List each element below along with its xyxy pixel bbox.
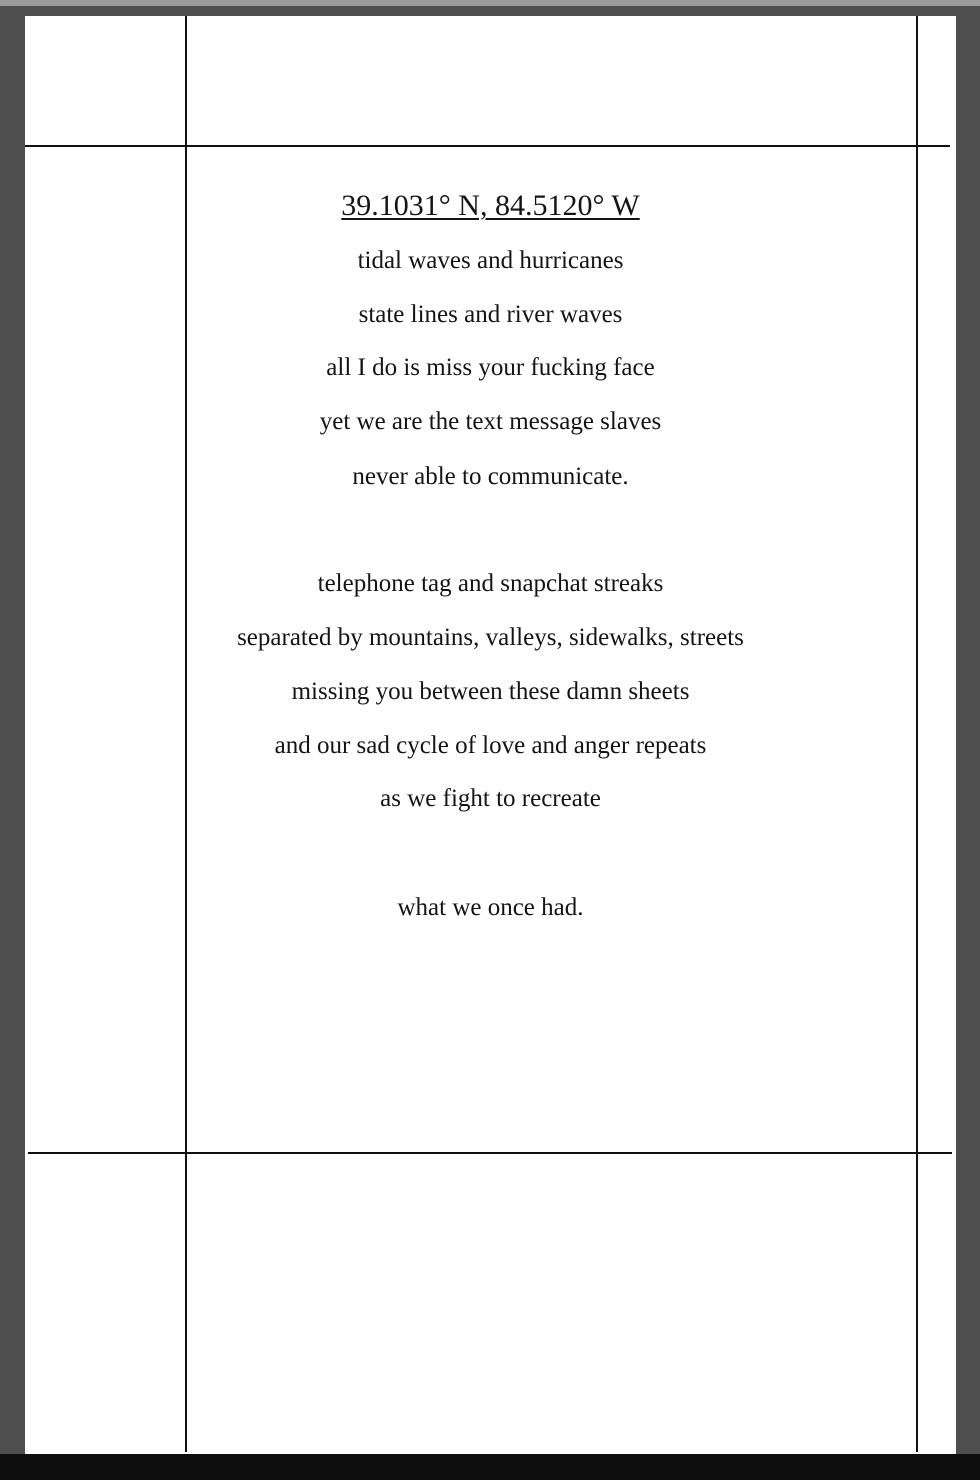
stanza-1-line-3: all I do is miss your fucking face [326, 354, 655, 381]
stanza-1-line-4: yet we are the text message slaves [319, 408, 662, 435]
viewer-top-edge [0, 0, 980, 6]
closing-line: what we once had. [397, 894, 584, 921]
stanza-1-line-5: never able to communicate. [352, 463, 629, 490]
stanza-2-line-1: telephone tag and snapchat streaks [317, 570, 664, 597]
document-page [25, 16, 956, 1454]
bottom-margin-line [28, 1152, 952, 1154]
poem-title: 39.1031° N, 84.5120° W [341, 189, 640, 222]
stanza-1-line-1: tidal waves and hurricanes [357, 247, 624, 274]
stanza-2-line-2: separated by mountains, valleys, sidewalks, streets [237, 624, 744, 651]
top-margin-line [25, 145, 950, 147]
stanza-2-line-3: missing you between these damn sheets [291, 678, 690, 705]
stanza-1-line-2: state lines and river waves [358, 301, 623, 328]
stanza-2-line-4: and our sad cycle of love and anger repeats [274, 732, 707, 759]
viewer-bottom-edge [0, 1454, 980, 1480]
stanza-2-line-5: as we fight to recreate [380, 785, 601, 812]
